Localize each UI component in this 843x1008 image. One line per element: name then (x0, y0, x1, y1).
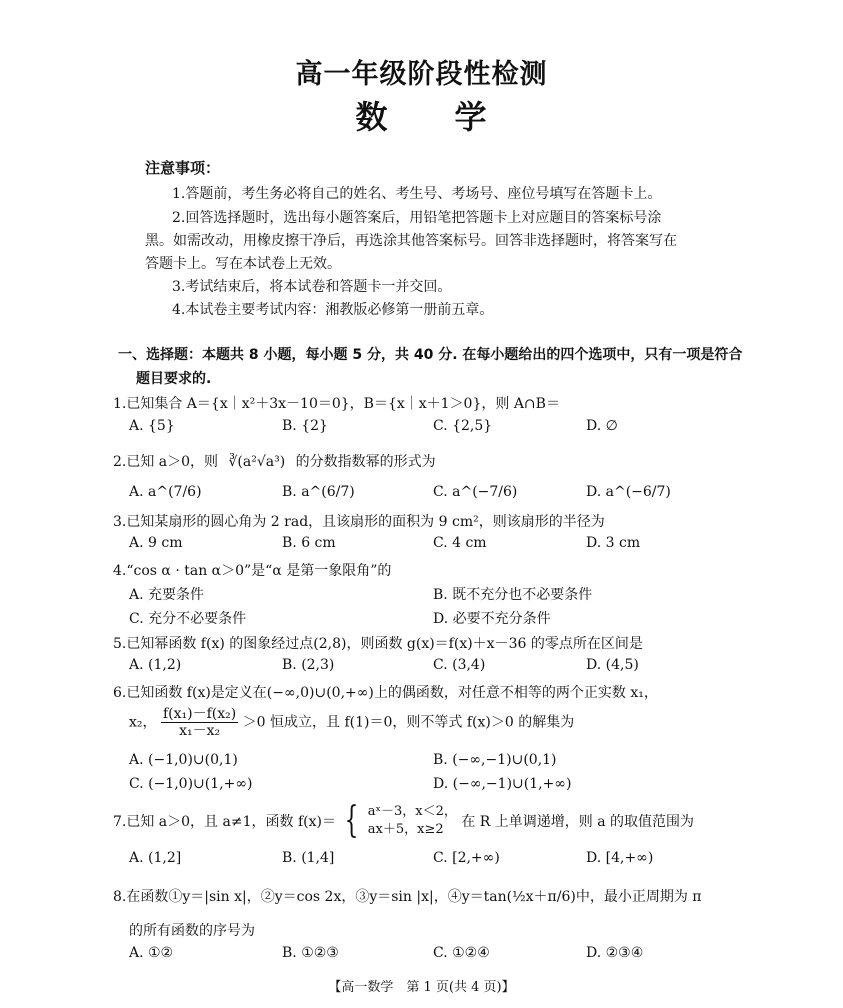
notice-item: 答题卡上。写在本试卷上无效。 (145, 256, 341, 272)
q5-option-b: B. (2,3) (282, 657, 335, 673)
q7-option-c: C. [2,+∞) (433, 850, 500, 866)
q8-option-b: B. ①②③ (282, 945, 339, 961)
q6-option-c: C. (−1,0)∪(1,+∞) (129, 776, 253, 792)
section-heading: 一、选择题：本题共 8 小题，每小题 5 分，共 40 分. 在每小题给出的四个选项中，只有一项是符合 (118, 347, 743, 363)
q7-case-2: ax＋5，x≥2 (367, 822, 444, 837)
q6-option-d: D. (−∞,−1)∪(1,+∞) (433, 776, 572, 792)
q7-option-b: B. (1,4] (282, 850, 335, 866)
question-7-stem (113, 800, 695, 841)
q3-option-c: C. 4 cm (433, 535, 487, 551)
q8-option-c: C. ①②④ (433, 945, 490, 961)
q7-stem-start: 7.已知 a＞0，且 a≠1，函数 f(x)＝ (113, 814, 336, 830)
section-heading-cont: 题目要求的. (136, 371, 212, 387)
q6-fraction-denominator: x₁－x₂ (179, 723, 221, 739)
q6-stem-end: ＞0 恒成立，且 f(1)＝0，则不等式 f(x)＞0 的解集为 (242, 714, 575, 731)
q6-fraction-numerator: f(x₁)－f(x₂) (162, 706, 237, 722)
question-8-stem: 8.在函数①y＝|sin x|，②y＝cos 2x，③y＝sin |x|，④y＝tan(½x＋π/6)中，最小正周期为 π (113, 889, 702, 905)
q4-option-c: C. 充分不必要条件 (129, 611, 247, 627)
q7-brace: { (344, 800, 359, 841)
q4-option-a: A. 充要条件 (129, 587, 205, 603)
question-8-stem-cont: 的所有函数的序号为 (129, 923, 255, 939)
q7-case-1: aˣ－3，x＜2， (367, 804, 457, 819)
q6-x2: x₂， (129, 714, 157, 731)
question-4-stem: 4.“cos α · tan α＞0”是“α 是第一象限角”的 (113, 563, 392, 579)
q2-stem-end: 的分数指数幂的形式为 (295, 454, 436, 470)
q2-option-d: D. a^(−6/7) (586, 484, 671, 500)
notice-item: 4.本试卷主要考试内容：湘教版必修第一册前五章。 (172, 302, 494, 318)
q6-fraction (161, 706, 238, 739)
q3-option-b: B. 6 cm (282, 535, 336, 551)
q1-option-c: C. {2,5} (433, 418, 493, 434)
q1-option-b: B. {2} (282, 418, 328, 434)
q2-radical: ∛(a²√a³) (228, 454, 286, 470)
q4-option-d: D. 必要不充分条件 (433, 611, 551, 627)
q2-option-b: B. a^(6/7) (282, 484, 355, 500)
q7-cases (368, 803, 457, 839)
notice-item: 黑。如需改动，用橡皮擦干净后，再选涂其他答案标号。回答非选择题时，将答案写在 (145, 233, 677, 249)
q5-option-c: C. (3,4) (433, 657, 486, 673)
notice-item: 3.考试结束后，将本试卷和答题卡一并交回。 (172, 279, 452, 295)
q7-option-a: A. (1,2] (129, 850, 182, 866)
exam-title: 高一年级阶段性检测 (295, 59, 548, 90)
q7-stem-end: 在 R 上单调递增，则 a 的取值范围为 (461, 814, 695, 830)
page-footer: 【高一数学 第 1 页(共 4 页)】 (328, 980, 515, 995)
q4-option-b: B. 既不充分也不必要条件 (433, 587, 593, 603)
question-2-stem (113, 451, 436, 471)
q6-option-a: A. (−1,0)∪(0,1) (129, 752, 238, 768)
notice-heading: 注意事项： (145, 159, 221, 177)
notice-item: 2.回答选择题时，选出每小题答案后，用铅笔把答题卡上对应题目的答案标号涂 (172, 210, 662, 226)
question-5-stem: 5.已知幂函数 f(x) 的图象经过点(2,8)，则函数 g(x)＝f(x)＋x－36 的零点所在区间是 (113, 636, 643, 652)
q2-option-c: C. a^(−7/6) (433, 484, 518, 500)
question-6-stem-cont (129, 706, 574, 739)
q1-option-d: D. ∅ (586, 418, 618, 434)
subject-title: 数 学 (355, 98, 488, 136)
question-3-stem: 3.已知某扇形的圆心角为 2 rad，且该扇形的面积为 9 cm²，则该扇形的半径为 (113, 514, 605, 530)
q8-option-d: D. ②③④ (586, 945, 644, 961)
notice-item: 1.答题前，考生务必将自己的姓名、考生号、考场号、座位号填写在答题卡上。 (172, 186, 662, 202)
question-1-stem: 1.已知集合 A＝{x｜x²＋3x－10＝0}，B＝{x｜x＋1＞0}，则 A∩B＝ (113, 396, 560, 412)
q6-option-b: B. (−∞,−1)∪(0,1) (433, 752, 557, 768)
q1-option-a: A. {5} (129, 418, 175, 434)
q2-option-a: A. a^(7/6) (129, 484, 202, 500)
q8-option-a: A. ①② (129, 945, 174, 961)
q5-option-a: A. (1,2) (129, 657, 182, 673)
q2-stem-start: 2.已知 a＞0，则 (113, 454, 219, 470)
q7-option-d: D. [4,+∞) (586, 850, 654, 866)
question-6-stem: 6.已知函数 f(x)是定义在(−∞,0)∪(0,+∞)上的偶函数，对任意不相等的两个正实数 x₁， (113, 685, 658, 701)
q5-option-d: D. (4,5) (586, 657, 639, 673)
q3-option-a: A. 9 cm (129, 535, 183, 551)
q3-option-d: D. 3 cm (586, 535, 641, 551)
